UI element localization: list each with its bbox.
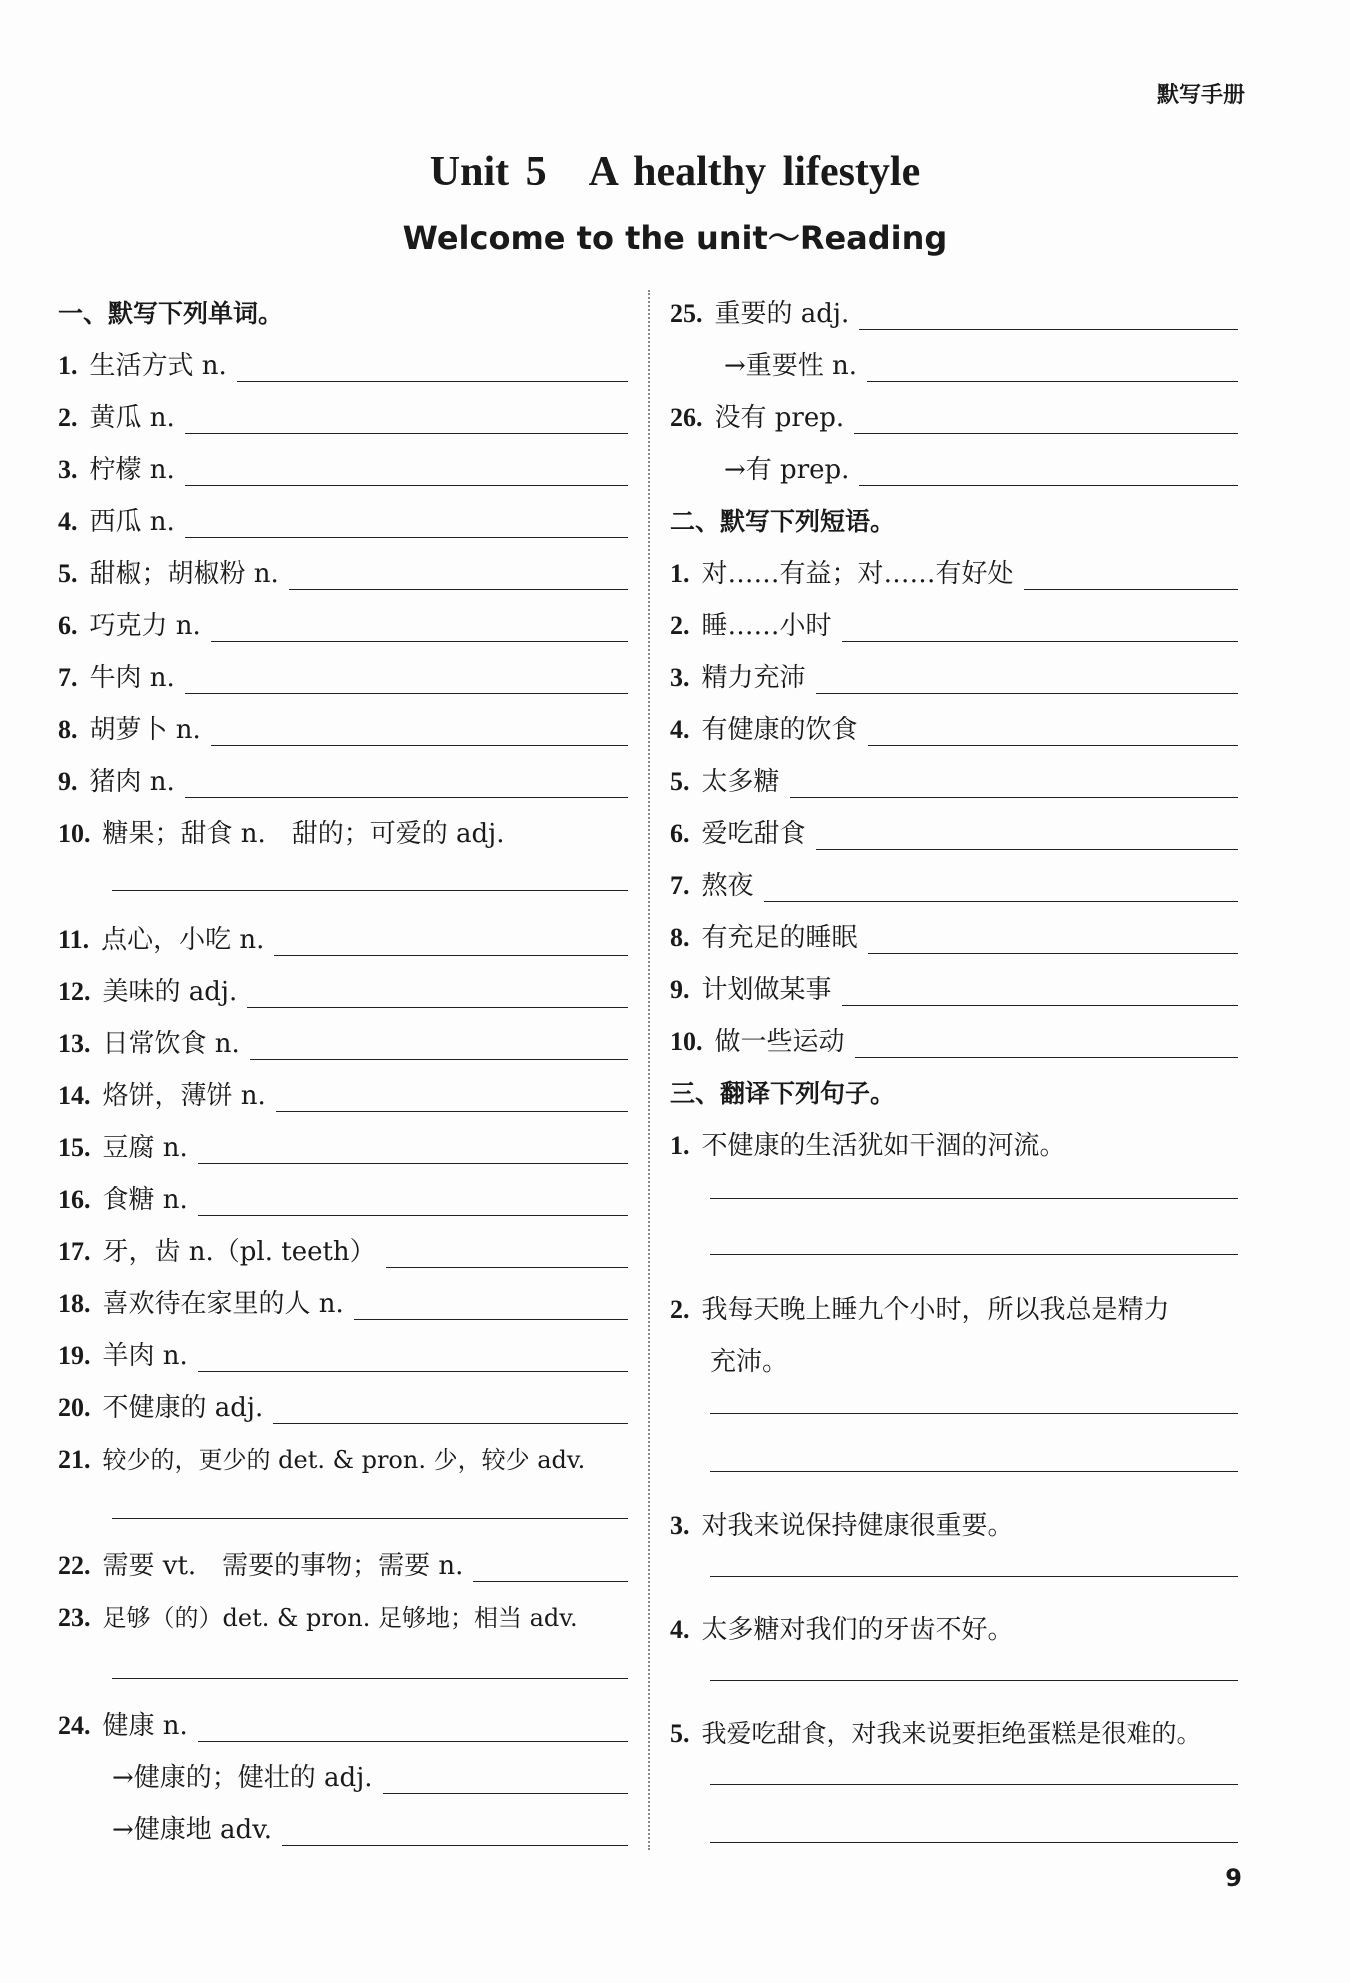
answer-line[interactable] [855,1027,1238,1058]
word-item: 11. 点心，小吃 n. [58,904,628,956]
answer-line[interactable] [859,455,1238,486]
word-item: 19. 羊肉 n. [58,1320,628,1372]
answer-line[interactable] [842,975,1238,1006]
phrase-item: 8. 有充足的睡眠 [670,902,1238,954]
answer-line[interactable] [250,1029,628,1060]
answer-line[interactable] [198,1711,628,1742]
word-item: 13. 日常饮食 n. [58,1008,628,1060]
answer-line[interactable] [274,925,628,956]
word-subitem: →健康地 adv. [58,1794,628,1846]
sentences-heading: 三、翻译下列句子。 [670,1079,896,1108]
answer-line[interactable] [710,1784,1238,1785]
word-item: 1. 生活方式 n. [58,330,628,382]
word-subitem: →有 prep. [670,434,1238,486]
sentence-item: 5. 我爱吃甜食，对我来说要拒绝蛋糕是很难的。 [670,1719,1202,1748]
word-item: 6. 巧克力 n. [58,590,628,642]
answer-line[interactable] [211,611,628,642]
answer-line[interactable] [764,871,1238,902]
answer-line[interactable] [198,1133,628,1164]
answer-line[interactable] [868,715,1238,746]
word-item: 18. 喜欢待在家里的人 n. [58,1268,628,1320]
answer-line[interactable] [816,663,1238,694]
word-item: 26. 没有 prep. [670,382,1238,434]
phrase-item: 5. 太多糖 [670,746,1238,798]
word-item: 9. 猪肉 n. [58,746,628,798]
answer-line[interactable] [211,715,628,746]
word-item: 4. 西瓜 n. [58,486,628,538]
answer-line[interactable] [185,455,628,486]
answer-line[interactable] [289,559,628,590]
answer-line[interactable] [383,1763,628,1794]
answer-line[interactable] [198,1341,628,1372]
answer-line[interactable] [185,663,628,694]
section-title: Welcome to the unit～Reading [402,219,948,257]
word-item: 17. 牙，齿 n.（pl. teeth） [58,1216,628,1268]
phrases-heading: 二、默写下列短语。 [670,507,896,536]
phrase-item: 7. 熬夜 [670,850,1238,902]
answer-line[interactable] [710,1254,1238,1255]
phrase-item: 2. 睡……小时 [670,590,1238,642]
answer-line[interactable] [867,351,1238,382]
answer-line[interactable] [854,403,1238,434]
word-item: 3. 柠檬 n. [58,434,628,486]
word-item: 12. 美味的 adj. [58,956,628,1008]
answer-line[interactable] [276,1081,628,1112]
word-item: 10. 糖果；甜食 n. 甜的；可爱的 adj. [58,819,505,849]
word-item: 22. 需要 vt. 需要的事物；需要 n. [58,1530,628,1582]
phrase-item: 6. 爱吃甜食 [670,798,1238,850]
column-divider [648,290,650,1850]
word-item: 21. 较少的，更少的 det. & pron. 少，较少 adv. [58,1445,586,1474]
answer-line[interactable] [386,1237,628,1268]
word-item: 25. 重要的 adj. [670,278,1238,330]
phrase-item: 10. 做一些运动 [670,1006,1238,1058]
word-item: 23. 足够（的）det. & pron. 足够地；相当 adv. [58,1603,578,1632]
word-item: 14. 烙饼，薄饼 n. [58,1060,628,1112]
answer-line[interactable] [868,923,1238,954]
word-item: 16. 食糖 n. [58,1164,628,1216]
word-subitem: →健康的；健壮的 adj. [58,1742,628,1794]
answer-line[interactable] [710,1842,1238,1843]
answer-line[interactable] [1024,559,1238,590]
word-item: 7. 牛肉 n. [58,642,628,694]
answer-line[interactable] [473,1551,628,1582]
answer-line[interactable] [710,1576,1238,1577]
word-item: 8. 胡萝卜 n. [58,694,628,746]
sentence-item: 1. 不健康的生活犹如干涸的河流。 [670,1131,1066,1161]
answer-line[interactable] [710,1680,1238,1681]
phrase-item: 4. 有健康的饮食 [670,694,1238,746]
answer-line[interactable] [859,299,1238,330]
answer-line[interactable] [354,1289,628,1320]
word-subitem: →重要性 n. [670,330,1238,382]
sentence-item: 2. 我每天晚上睡九个小时，所以我总是精力 [670,1295,1170,1325]
answer-line[interactable] [198,1185,628,1216]
phrase-item: 1. 对……有益；对……有好处 [670,538,1238,590]
answer-line[interactable] [112,890,628,891]
answer-line[interactable] [710,1413,1238,1414]
answer-line[interactable] [185,767,628,798]
answer-line[interactable] [247,977,628,1008]
answer-line[interactable] [842,611,1238,642]
page-number: 9 [1225,1864,1242,1892]
answer-line[interactable] [282,1815,628,1846]
phrase-item: 9. 计划做某事 [670,954,1238,1006]
answer-line[interactable] [185,403,628,434]
answer-line[interactable] [816,819,1238,850]
word-item: 20. 不健康的 adj. [58,1372,628,1424]
sentence-item: 3. 对我来说保持健康很重要。 [670,1511,1014,1541]
answer-line[interactable] [710,1471,1238,1472]
sentence-item: 4. 太多糖对我们的牙齿不好。 [670,1615,1014,1645]
answer-line[interactable] [710,1198,1238,1199]
phrase-item: 3. 精力充沛 [670,642,1238,694]
answer-line[interactable] [112,1678,628,1679]
word-item: 5. 甜椒；胡椒粉 n. [58,538,628,590]
answer-line[interactable] [185,507,628,538]
answer-line[interactable] [790,767,1238,798]
answer-line[interactable] [112,1518,628,1519]
sentence-continuation: 充沛。 [710,1347,789,1377]
answer-line[interactable] [237,351,628,382]
word-item: 15. 豆腐 n. [58,1112,628,1164]
word-item: 2. 黄瓜 n. [58,382,628,434]
words-heading: 一、默写下列单词。 [58,299,284,328]
unit-title: Unit 5 A healthy lifestyle [429,149,921,195]
header-tag: 默写手册 [1156,83,1245,108]
word-item: 24. 健康 n. [58,1690,628,1742]
answer-line[interactable] [273,1393,628,1424]
